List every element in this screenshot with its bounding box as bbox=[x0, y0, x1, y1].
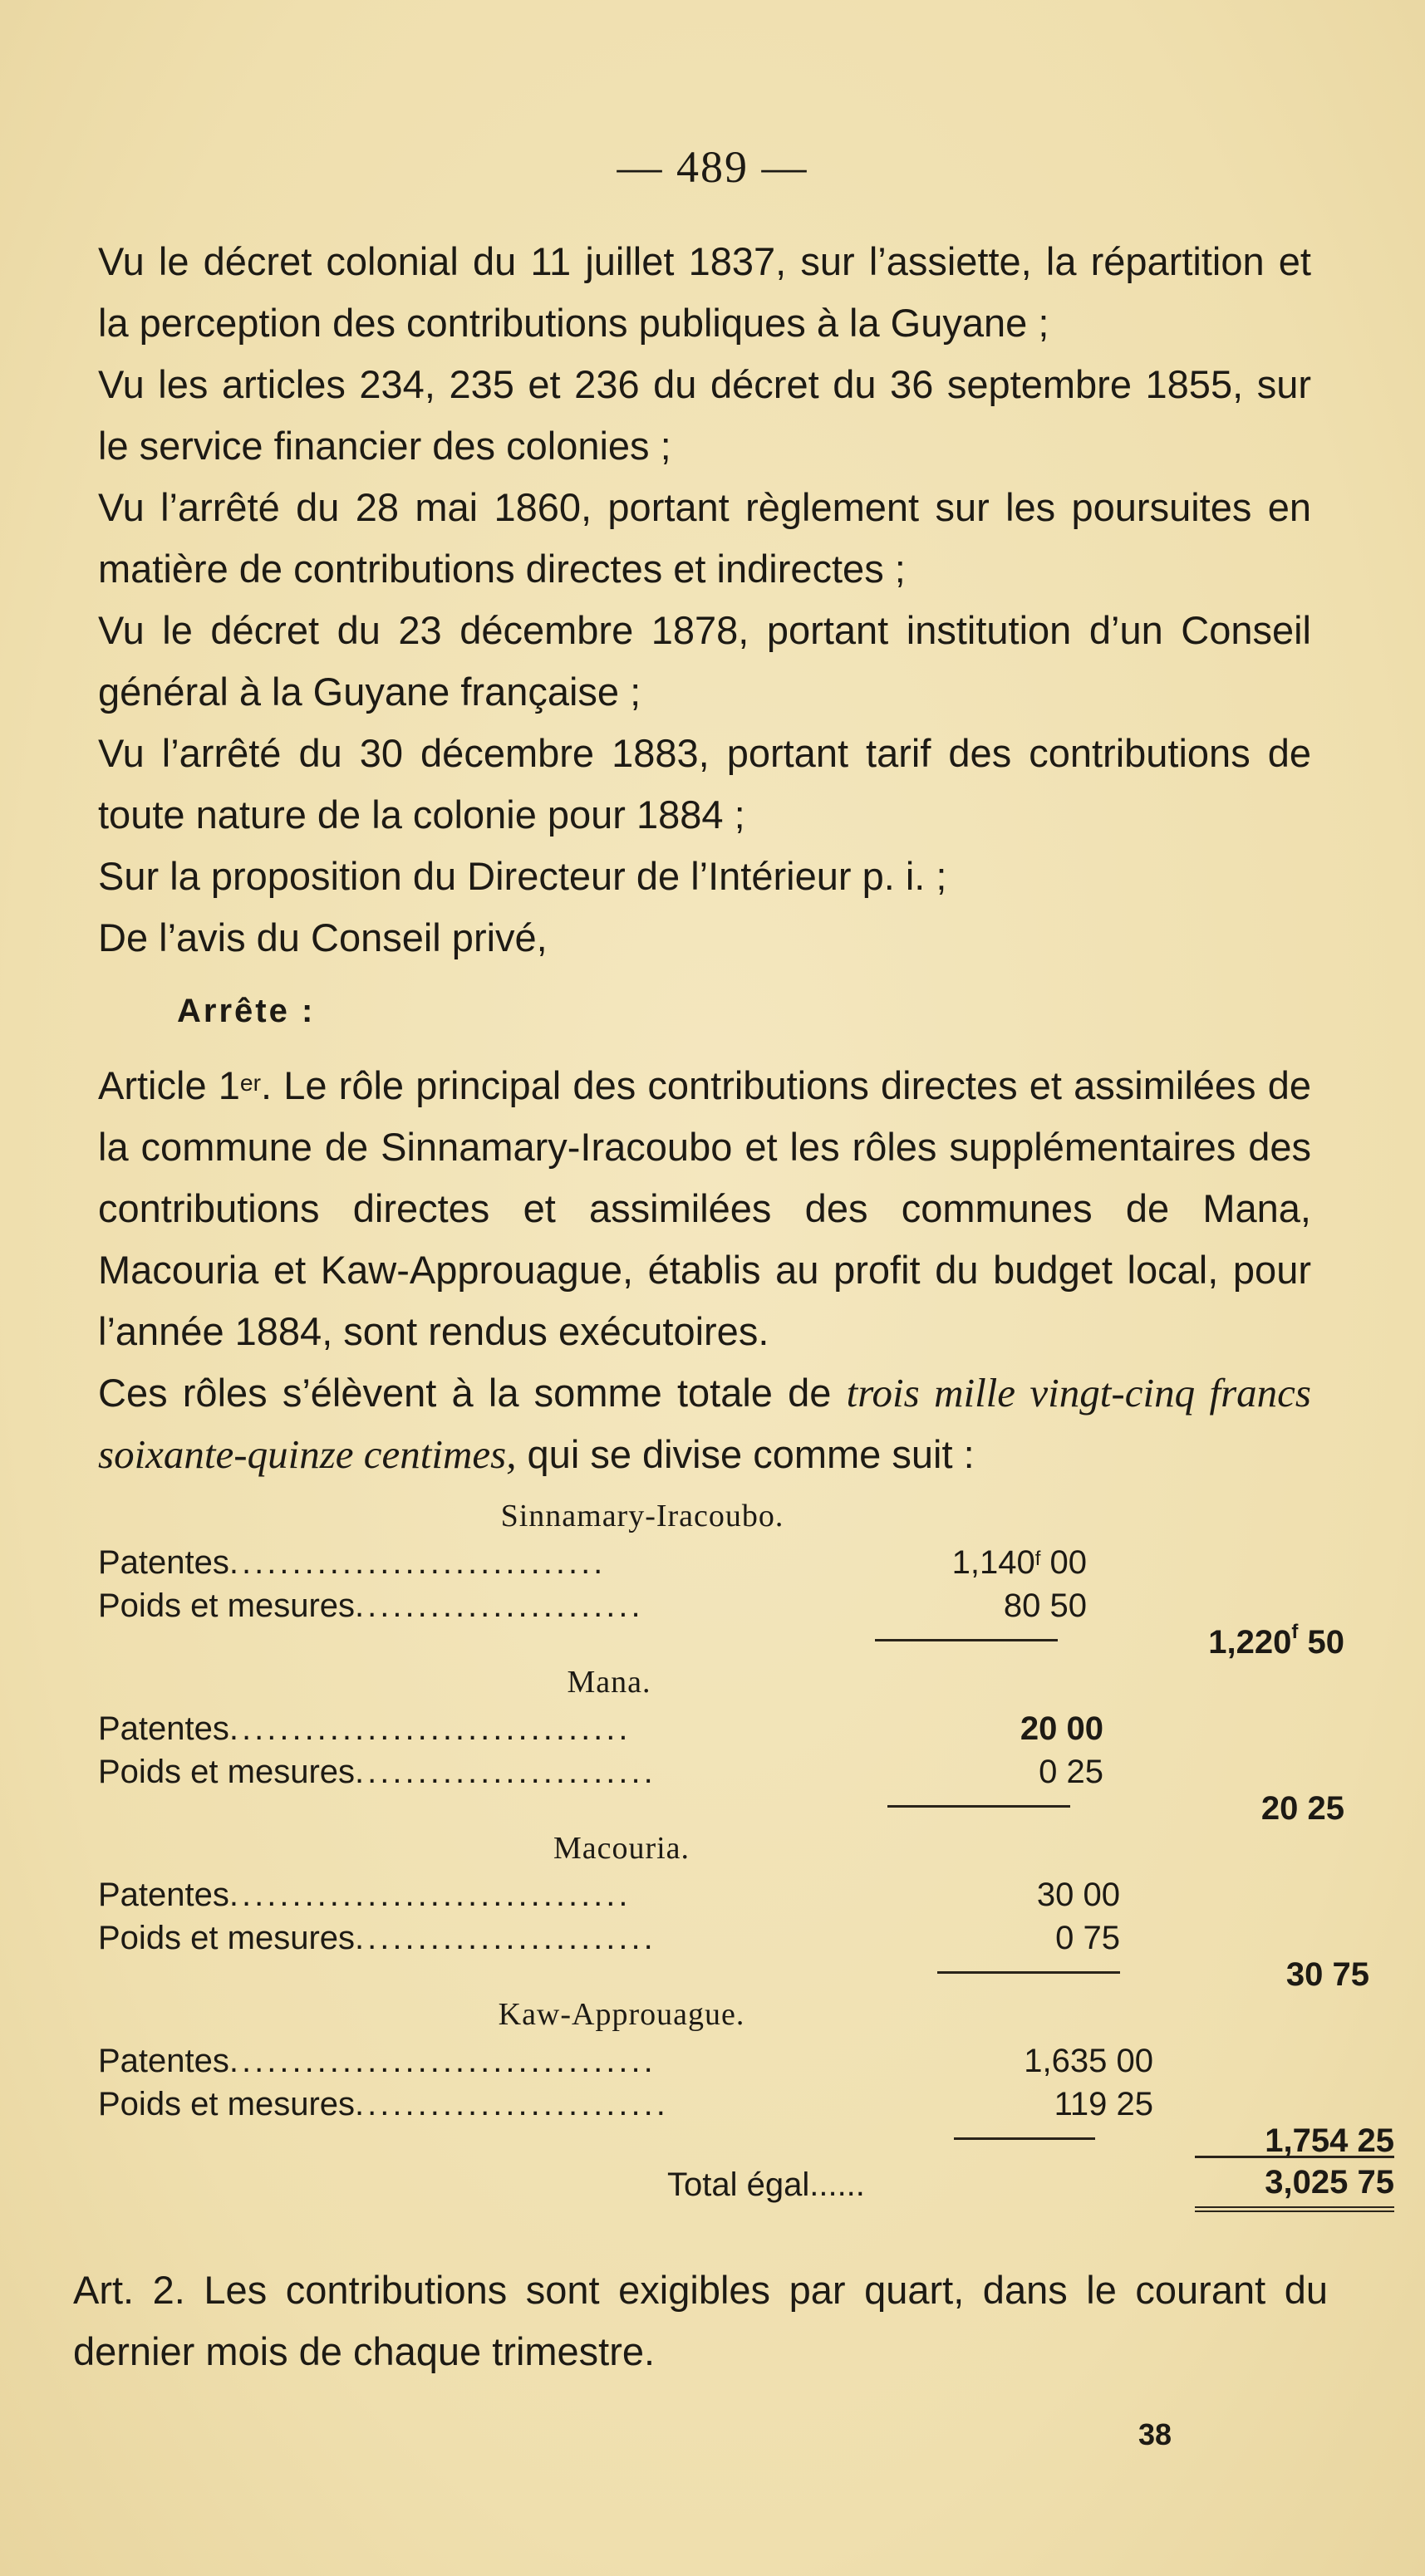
article-2: Art. 2. Les contributions sont exigibles par quart, dans le courant du dernier mois de chaque trimestre. bbox=[73, 2268, 1328, 2373]
paragraph-avis: De l’avis du Conseil privé, bbox=[98, 915, 548, 959]
paragraph-proposition: Sur la proposition du Directeur de l’Intérieur p. i. ; bbox=[98, 854, 947, 898]
paragraph-arrete-1883: Vu l’arrêté du 30 décembre 1883, portant tarif des contributions de toute nature de la colonie pour 1884 ; bbox=[98, 731, 1311, 837]
section-title: Kaw-Approuague. bbox=[498, 1997, 745, 2032]
row-dots: ......................... bbox=[355, 2086, 669, 2122]
row-amount: 1,635 00 bbox=[1024, 2043, 1153, 2079]
row-dots: ........................ bbox=[355, 1920, 656, 1956]
subtotal-rule bbox=[875, 1639, 1058, 1641]
row-amount: 30 00 bbox=[1036, 1877, 1120, 1913]
row-dots: .............................. bbox=[228, 1544, 607, 1581]
paragraph-decret-1878: Vu le décret du 23 décembre 1878, portant institution d’un Conseil général à la Guyane française ; bbox=[98, 608, 1311, 714]
row-amount: 0 25 bbox=[1039, 1754, 1103, 1790]
arrete-heading: Arrête : bbox=[177, 993, 316, 1029]
section-title: Sinnamary-Iracoubo. bbox=[500, 1499, 784, 1533]
paragraph-arrete-1860: Vu l’arrêté du 28 mai 1860, portant règlement sur les poursuites en matière de contributions directes et indirectes ; bbox=[98, 485, 1311, 591]
subtotal-line bbox=[98, 1790, 1344, 1827]
article-1-label: Article 1 bbox=[98, 1063, 240, 1107]
section-title: Macouria. bbox=[553, 1831, 690, 1866]
subtotal-line bbox=[98, 1956, 1369, 1993]
row-label: Patentes bbox=[98, 2043, 229, 2079]
subtotal-amount: 1,220 bbox=[1208, 1624, 1292, 1661]
table-row bbox=[98, 1750, 1328, 1793]
row-label: Patentes bbox=[98, 1544, 229, 1581]
article-1-text: . Le rôle principal des contributions directes et assimilées de la commune de Sinnamary-Iracoubo et les rôles supplémentaires des contributions directes et assimilées des communes de Mana, Macouria et Kaw-Approuague, établis au profit du budget local, pour l’année 1884, sont rendus exécutoires. bbox=[98, 1063, 1312, 1353]
row-dots: ........................ bbox=[355, 1754, 656, 1790]
subtotal-rule bbox=[954, 2137, 1095, 2140]
table-row bbox=[98, 1541, 1328, 1584]
total-row bbox=[98, 2156, 1394, 2214]
subtotal-rule bbox=[937, 1971, 1120, 1974]
page-number: — 489 — bbox=[617, 142, 808, 192]
row-dots: ....................... bbox=[355, 1587, 644, 1624]
row-label: Poids et mesures bbox=[98, 1587, 356, 1624]
total-sentence-after: qui se divise comme suit : bbox=[516, 1432, 975, 1476]
row-dots: ................................ bbox=[228, 1710, 631, 1747]
row-amount: 20 00 bbox=[1020, 1710, 1103, 1747]
section-title: Mana. bbox=[567, 1665, 651, 1700]
row-label: Patentes bbox=[98, 1877, 229, 1913]
total-sentence-amount: trois mille vingt-cinq francs soixante-quinze centimes, bbox=[98, 1370, 1311, 1477]
table-row bbox=[98, 1916, 1328, 1960]
total-sentence-before: Ces rôles s’élèvent à la somme totale de bbox=[98, 1371, 847, 1415]
subtotal-sup: f bbox=[1291, 1621, 1299, 1643]
table-row bbox=[98, 1873, 1328, 1916]
subtotal-value: 30 75 bbox=[1285, 1956, 1369, 1993]
paragraph-decret-1837: Vu le décret colonial du 11 juillet 1837, sur l’assiette, la répartition et la perception des contributions publiques à la Guyane ; bbox=[98, 239, 1311, 345]
subtotal-cents: 50 bbox=[1298, 1624, 1344, 1661]
subtotal-value: 1,754 25 bbox=[1265, 2122, 1394, 2159]
signature-mark: 38 bbox=[1138, 2417, 1172, 2451]
article-1 bbox=[98, 1055, 1311, 1362]
subtotal-value bbox=[1178, 1621, 1344, 1661]
amount-value: 1,140 bbox=[951, 1544, 1035, 1581]
subtotal-rule bbox=[887, 1805, 1070, 1808]
row-amount bbox=[921, 1541, 1087, 1584]
total-value: 3,025 75 bbox=[1195, 2156, 1394, 2212]
amount-cents: 00 bbox=[1040, 1544, 1087, 1581]
contributions-table bbox=[98, 1491, 1394, 2214]
total-sentence bbox=[98, 1362, 1311, 1485]
row-dots: ................................ bbox=[228, 1877, 631, 1913]
table-row bbox=[98, 2083, 1328, 2126]
row-label: Poids et mesures bbox=[98, 1920, 356, 1956]
subtotal-value: 20 25 bbox=[1260, 1790, 1344, 1827]
table-row bbox=[98, 1707, 1328, 1750]
paragraph-articles-234: Vu les articles 234, 235 et 236 du décret du 36 septembre 1855, sur le service financier des colonies ; bbox=[98, 362, 1311, 468]
row-amount: 80 50 bbox=[1003, 1587, 1087, 1624]
row-amount: 0 75 bbox=[1055, 1920, 1120, 1956]
row-dots: .................................. bbox=[228, 2043, 656, 2079]
subtotal-line bbox=[98, 1621, 1344, 1661]
amount-sup: f bbox=[1034, 1548, 1041, 1570]
subtotal-line bbox=[98, 2122, 1394, 2159]
total-label: Total égal...... bbox=[667, 2166, 865, 2203]
table-row bbox=[98, 1584, 1328, 1627]
row-amount: 119 25 bbox=[1054, 2086, 1153, 2122]
row-label: Poids et mesures bbox=[98, 1754, 356, 1790]
preamble bbox=[98, 231, 1311, 1485]
row-label: Patentes bbox=[98, 1710, 229, 1747]
article-1-sup: er bbox=[239, 1069, 261, 1096]
row-label: Poids et mesures bbox=[98, 2086, 356, 2122]
table-row bbox=[98, 2039, 1328, 2083]
